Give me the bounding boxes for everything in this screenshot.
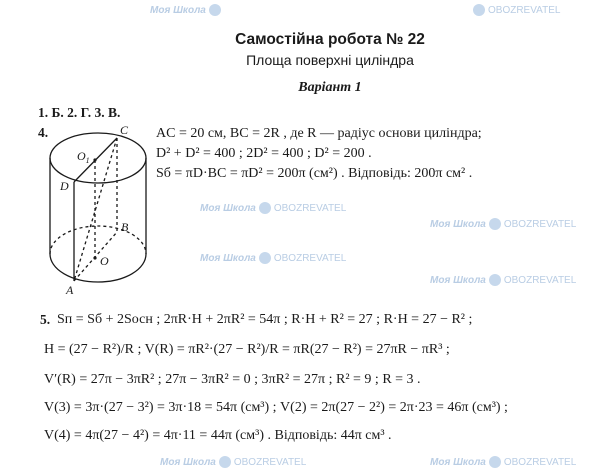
bottom-base-back [50, 226, 146, 254]
label-O: O [100, 254, 109, 268]
watermark: Моя Школа OBOZREVATEL [430, 457, 577, 468]
problem-5-line-1: Sп = Sб + 2Sосн ; 2πR·H + 2πR² = 54π ; R·H + R² = 27 ; R·H = 27 − R² ; [57, 312, 473, 327]
watermark: Моя Школа OBOZREVATEL [430, 219, 577, 230]
watermark: Моя Школа OBOZREVATEL [200, 203, 347, 214]
label-A: A [66, 283, 74, 297]
label-O1-letter: O [77, 149, 86, 163]
label-B: B [121, 220, 129, 234]
label-O1 [77, 148, 90, 169]
label-D: D [60, 179, 69, 193]
watermark: Моя Школа OBOZREVATEL [430, 275, 577, 286]
problem-4-line-3: Sб = πD·BC = πD² = 200π (см²) . Відповідь: 200π см² . [156, 166, 473, 181]
problem-5-number: 5. [40, 312, 51, 327]
watermark: Моя Школа [150, 4, 224, 17]
problem-4-number: 4. [38, 125, 49, 140]
problem-5-line-2: H = (27 − R²)/R ; V(R) = πR²·(27 − R²)/R = πR(27 − R²) = 27πR − πR³ ; [44, 342, 450, 357]
problem-4-line-1: AC = 20 см, BC = 2R , де R — радіус основи циліндра; [156, 126, 482, 141]
page-title: Самостійна робота № 22 [235, 31, 425, 48]
problem-5-line-5: V(4) = 4π(27 − 4²) = 4π·11 = 44π (см³) . Відповідь: 44π см³ . [44, 428, 392, 443]
watermark: Моя Школа OBOZREVATEL [160, 457, 307, 468]
variant-heading: Варіант 1 [298, 80, 362, 95]
answers-1-3: 1. Б. 2. Г. 3. В. [38, 105, 121, 120]
problem-5-line-3: V′(R) = 27π − 3πR² ; 27π − 3πR² = 0 ; 3πR² = 27π ; R² = 9 ; R = 3 . [44, 372, 421, 387]
watermark: OBOZREVATEL [470, 4, 560, 17]
page-subtitle: Площа поверхні циліндра [246, 52, 414, 68]
problem-5-line-4: V(3) = 3π·(27 − 3²) = 3π·18 = 54π (см³) ; V(2) = 2π(27 − 2²) = 2π·23 = 46π (см³) ; [44, 400, 508, 415]
label-O1-sub: 1 [85, 156, 90, 165]
watermark: Моя Школа OBOZREVATEL [200, 253, 347, 264]
bottom-base-front [50, 254, 146, 282]
problem-4-line-2: D² + D² = 400 ; 2D² = 400 ; D² = 200 . [156, 146, 372, 161]
label-C: C [120, 123, 129, 137]
